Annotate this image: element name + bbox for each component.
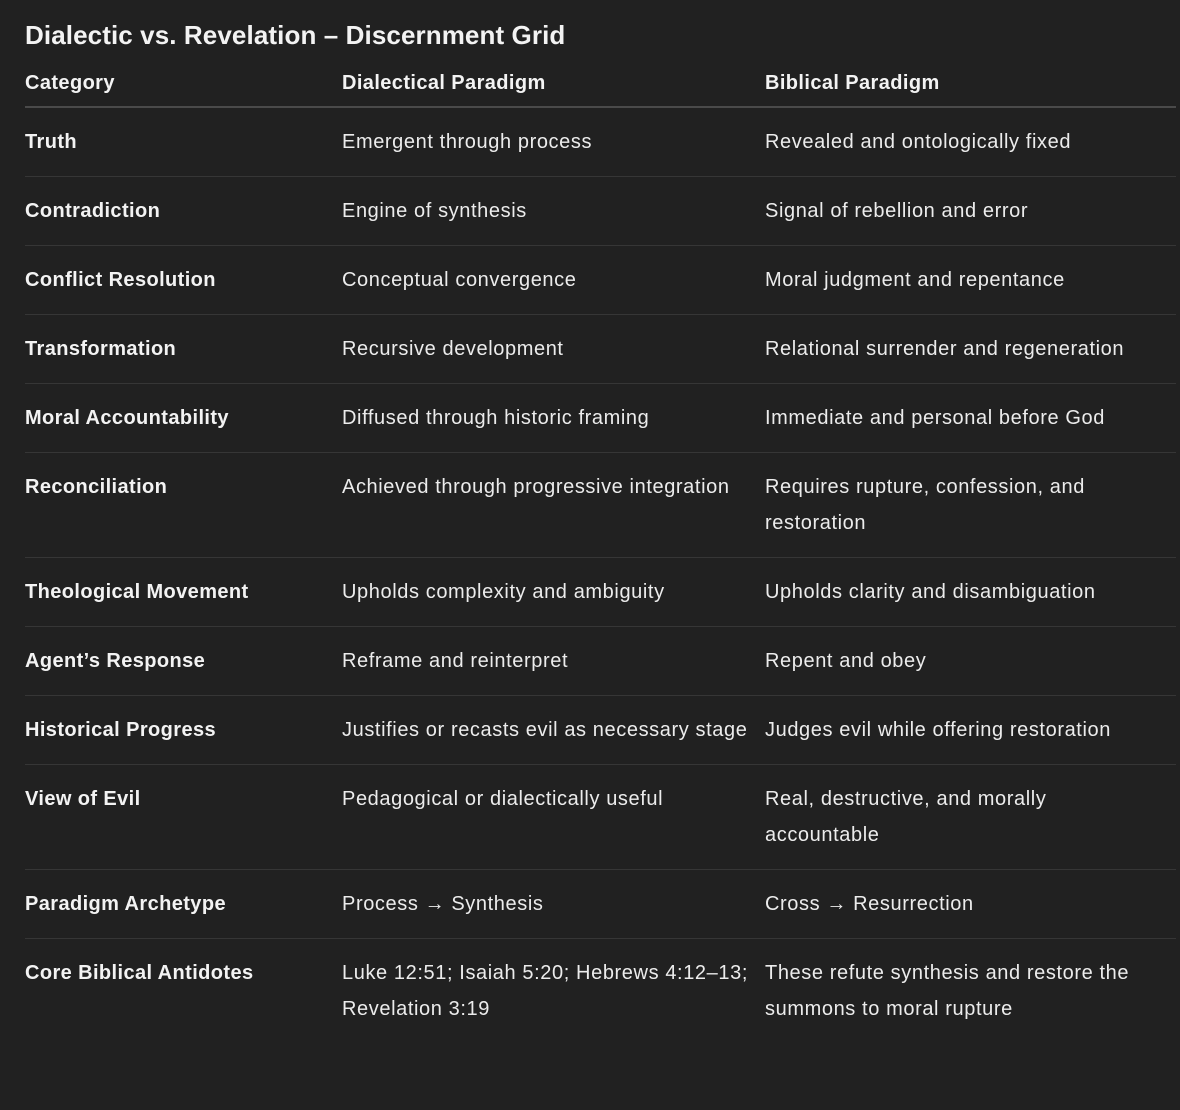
biblical-cell: Repent and obey <box>765 627 1176 696</box>
table-row <box>25 384 1176 453</box>
table-row <box>25 765 1176 870</box>
biblical-cell: Real, destructive, and morally accountable <box>765 765 1176 870</box>
table-row <box>25 939 1176 1044</box>
dialectical-cell: Justifies or recasts evil as necessary stage <box>342 696 765 765</box>
biblical-cell: Immediate and personal before God <box>765 384 1176 453</box>
table-row <box>25 453 1176 558</box>
biblical-cell: Signal of rebellion and error <box>765 177 1176 246</box>
discernment-grid-table <box>25 70 1176 1043</box>
table-row <box>25 107 1176 177</box>
dialectical-cell: Emergent through process <box>342 107 765 177</box>
column-header-category: Category <box>25 70 342 107</box>
biblical-cell: Relational surrender and regeneration <box>765 315 1176 384</box>
table-row <box>25 246 1176 315</box>
category-cell: Conflict Resolution <box>25 246 342 315</box>
dialectical-cell: Reframe and reinterpret <box>342 627 765 696</box>
table-row <box>25 558 1176 627</box>
biblical-cell: Judges evil while offering restoration <box>765 696 1176 765</box>
category-cell: Theological Movement <box>25 558 342 627</box>
category-cell: Paradigm Archetype <box>25 870 342 939</box>
page-title: Dialectic vs. Revelation – Discernment Grid <box>25 20 566 50</box>
category-cell: Reconciliation <box>25 453 342 558</box>
biblical-cell: These refute synthesis and restore the summons to moral rupture <box>765 962 1130 1020</box>
table-header <box>25 70 1176 107</box>
biblical-cell: Cross → Resurrection <box>765 870 1176 939</box>
biblical-cell: Upholds clarity and disambiguation <box>765 558 1176 627</box>
category-cell: Transformation <box>25 315 342 384</box>
dialectical-cell: Process → Synthesis <box>342 870 765 939</box>
category-cell: Truth <box>25 107 342 177</box>
biblical-cell: Moral judgment and repentance <box>765 246 1176 315</box>
header-row <box>25 70 1176 107</box>
biblical-cell: Requires rupture, confession, and restoration <box>765 453 1176 558</box>
dialectical-cell: Engine of synthesis <box>342 177 765 246</box>
table-row <box>25 870 1176 939</box>
table-row <box>25 696 1176 765</box>
dialectical-cell: Conceptual convergence <box>342 246 765 315</box>
table-row <box>25 627 1176 696</box>
table-body <box>25 107 1176 1043</box>
dialectical-cell: Pedagogical or dialectically useful <box>342 765 765 870</box>
category-cell: Historical Progress <box>25 696 342 765</box>
category-cell: Core Biblical Antidotes <box>25 962 254 984</box>
category-cell: View of Evil <box>25 765 342 870</box>
column-header-biblical-paradigm: Biblical Paradigm <box>765 70 1176 107</box>
column-header-dialectical-paradigm: Dialectical Paradigm <box>342 70 765 107</box>
table-row <box>25 315 1176 384</box>
dialectical-cell: Upholds complexity and ambiguity <box>342 558 765 627</box>
category-cell: Agent’s Response <box>25 627 342 696</box>
category-cell: Moral Accountability <box>25 384 342 453</box>
biblical-cell: Revealed and ontologically fixed <box>765 107 1176 177</box>
dialectical-cell: Luke 12:51; Isaiah 5:20; Hebrews 4:12–13; Revelation 3:19 <box>342 962 748 1020</box>
dialectical-cell: Diffused through historic framing <box>342 384 765 453</box>
category-cell: Contradiction <box>25 177 342 246</box>
dialectical-cell: Recursive development <box>342 315 765 384</box>
table-row <box>25 177 1176 246</box>
dialectical-cell: Achieved through progressive integration <box>342 453 765 558</box>
